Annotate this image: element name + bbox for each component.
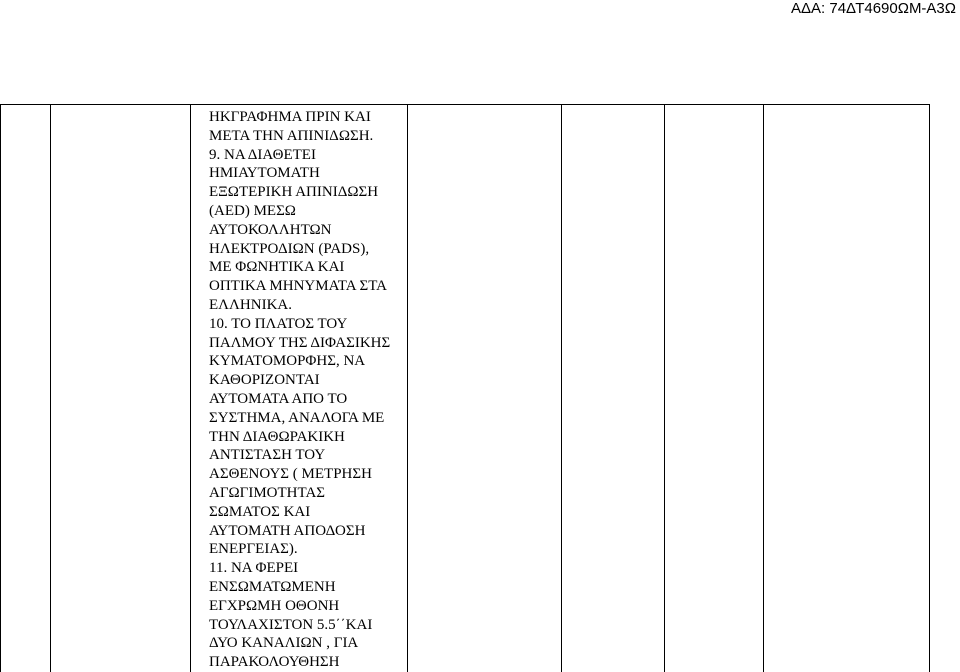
spec-line: ΣΩΜΑΤΟΣ ΚΑΙ	[209, 503, 311, 520]
spec-line: ΚΑΘΟΡΙΖΟΝΤΑΙ	[209, 372, 320, 389]
spec-line: ΗΛΕΚΤΡΟΔΙΩΝ (PADS),	[209, 240, 370, 257]
spec-line: ΣΥΣΤΗΜΑ, ΑΝΑΛΟΓΑ ΜΕ	[209, 409, 385, 426]
spec-line: ΚΥΜΑΤΟΜΟΡΦΗΣ, ΝΑ	[209, 353, 366, 370]
table-cell-item	[51, 105, 191, 672]
spec-line: ΜΕ ΦΩΝΗΤΙΚΑ ΚΑΙ	[209, 259, 345, 276]
spec-line: ΗΚΓΡΑΦΗΜΑ ΠΡΙΝ ΚΑΙ	[209, 109, 371, 125]
specification-text	[191, 105, 407, 672]
table-cell-response	[562, 105, 665, 672]
spec-line: ΕΛΛΗΝΙΚΑ.	[209, 296, 292, 313]
spec-line: ΠΑΡΑΚΟΛΟΥΘΗΣΗ	[209, 654, 340, 671]
table-cell-reference	[665, 105, 764, 672]
spec-line: ΑΥΤΟΜΑΤΑ ΑΠΟ ΤΟ	[209, 390, 348, 407]
table-cell-specification	[191, 105, 408, 672]
spec-line: ΕΞΩΤΕΡΙΚΗ ΑΠΙΝΙΔΩΣΗ	[209, 184, 379, 201]
spec-line: ΤΗΝ ΔΙΑΘΩΡΑΚΙΚΗ	[209, 428, 345, 445]
spec-line: ΑΥΤΟΜΑΤΗ ΑΠΟΔΟΣΗ	[209, 522, 366, 539]
table-cell-compliance	[408, 105, 562, 672]
table-cell-remarks	[764, 105, 930, 672]
spec-line: ΑΓΩΓΙΜΟΤΗΤΑΣ	[209, 484, 326, 501]
spec-line: ΑΣΘΕΝΟΥΣ ( ΜΕΤΡΗΣΗ	[209, 466, 372, 483]
spec-line: ΕΝΣΩΜΑΤΩΜΕΝΗ	[209, 578, 336, 595]
spec-line: ΕΝΕΡΓΕΙΑΣ).	[209, 541, 298, 558]
spec-line: (AED) ΜΕΣΩ	[209, 202, 296, 219]
spec-line: 9. ΝΑ ΔΙΑΘΕΤΕΙ	[209, 146, 316, 163]
spec-line: ΑΥΤΟΚΟΛΛΗΤΩΝ	[209, 221, 332, 238]
ada-code: ΑΔΑ: 74ΔΤ4690ΩΜ-Α3Ω	[791, 0, 956, 17]
spec-line: ΕΓΧΡΩΜΗ ΟΘΟΝΗ	[209, 597, 340, 614]
spec-line: ΗΜΙΑΥΤΟΜΑΤΗ	[209, 165, 320, 182]
spec-line: 11. ΝΑ ΦΕΡΕΙ	[209, 560, 299, 577]
spec-line: ΠΑΛΜΟΥ ΤΗΣ ΔΙΦΑΣΙΚΗΣ	[209, 334, 391, 351]
spec-line: ΑΝΤΙΣΤΑΣΗ ΤΟΥ	[209, 447, 326, 464]
spec-line: ΤΟΥΛΑΧΙΣΤΟΝ 5.5΄΄ΚΑΙ	[209, 616, 373, 633]
spec-table	[0, 104, 930, 672]
spec-line: ΜΕΤΑ ΤΗΝ ΑΠΙΝΙΔΩΣΗ.	[209, 127, 374, 144]
spec-line: ΔΥΟ ΚΑΝΑΛΙΩΝ , ΓΙΑ	[209, 635, 359, 652]
spec-line: 10. ΤΟ ΠΛΑΤΟΣ ΤΟΥ	[209, 315, 348, 332]
table-row	[1, 105, 930, 672]
table-cell-number	[1, 105, 51, 672]
spec-line: ΟΠΤΙΚΑ ΜΗΝΥΜΑΤΑ ΣΤΑ	[209, 278, 388, 295]
